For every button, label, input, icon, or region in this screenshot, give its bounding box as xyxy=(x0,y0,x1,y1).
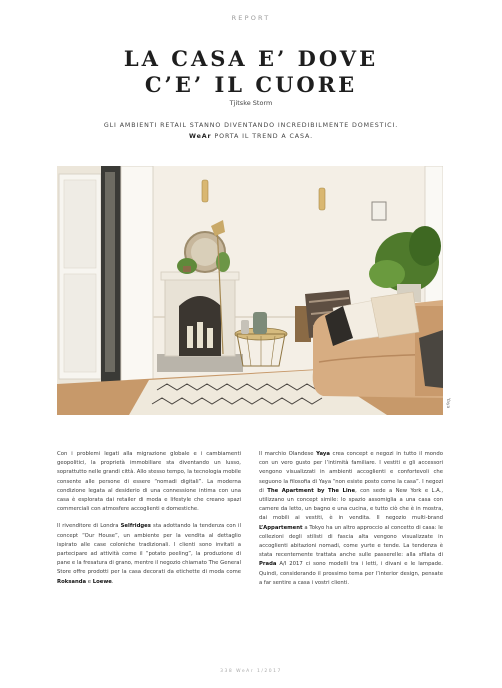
photo-credit: Yaya xyxy=(445,398,450,409)
headline xyxy=(0,46,502,98)
lead-line-2 xyxy=(0,131,502,142)
section-label: REPORT xyxy=(231,14,271,22)
text-run: a Tokyo ha un altro approccio al concetto di casa: le collezioni degli stilisti di fascia alta vengono visualizzate in accoglienti abitazioni nomadi, come yurte e tende. La tendenza è stata recentemente trattata anche sulle passerelle: alla sfilata di xyxy=(259,524,443,559)
body-column-left xyxy=(57,450,241,595)
lead-line-1: GLI AMBIENTI RETAIL STANNO DIVENTANDO INCREDIBILMENTE DOMESTICI. xyxy=(103,122,399,129)
brand-selfridges: Selfridges xyxy=(120,523,151,530)
text-run: Il marchio Olandese xyxy=(259,451,317,457)
brand-roksanda: Roksanda xyxy=(57,578,87,585)
text-run: A/I 2017 ci sono modelli tra i letti, i divani e le lampade. Quindi, considerando il prossimo tema per l’interior design, pensate a far sentire a casa i vostri clienti. xyxy=(259,561,443,586)
lead-paragraph xyxy=(0,120,502,142)
right-paragraph-1 xyxy=(259,450,443,588)
text-run: . xyxy=(111,578,114,585)
lead-brand: WeAr xyxy=(188,133,212,140)
text-run: sta adottando la tendenza con il concept “Our House”, un ambiente per la vendita al dettaglio ispirato alle case coloniche tradizionali. I clienti sono invitati a partecipare ad attività come il “potato peeling”, la produzione di pane e la fresatura di grano, mentre il negozio chiamato The General Store offre prodotti per la casa decorati da etichette di moda come xyxy=(57,523,241,576)
text-run: crea concept e negozi in tutto il mondo con un vero gusto per l’intimità familiare. I vestiti e gli accessori vengono visualizzati in ambienti accoglienti e confortevoli che seguono la filosofia di Yaya “non esiste posto come la casa”. I negozi di xyxy=(259,451,443,494)
brand-prada: Prada xyxy=(259,561,277,568)
text-run: e xyxy=(86,578,93,585)
interior-photo xyxy=(57,166,443,415)
brand-lappartement: L’Appartement xyxy=(259,524,303,531)
headline-line-2: C’E’ IL CUORE xyxy=(144,72,358,97)
brand-the-apartment: The Apartment by The Line xyxy=(267,487,356,494)
body-column-right xyxy=(259,450,443,596)
text-run: , con sede a New York e L.A., utilizzano un concept simile: lo spazio assomiglia a una casa con camere da letto, un bagno e una cucina, e tutto ciò che è in mostra, dai mobili ai vestiti, è in vendita. Il negozio multi-brand xyxy=(259,487,444,522)
author-byline: Tjitske Storm xyxy=(229,99,273,107)
text-run: Il rivenditore di Londra xyxy=(57,523,121,530)
page-folio: 338 WeAr 1/2017 xyxy=(220,669,282,674)
left-paragraph-1: Con i problemi legati alla migrazione globale e i cambiamenti geopolitici, la proprietà immobiliare sta diventando un lusso, soprattutto nelle grandi città. Allo stesso tempo, la tecnologia mobile consente alle persone di essere “nomadi digitali”. La moderna condizione legata al desiderio di una connessione intima con una casa è esplorata dai retailer di moda e lifestyle che creano spazi commerciali con atmosfere accoglienti e domestiche. xyxy=(57,451,241,513)
lead-line-2-rest: PORTA IL TREND A CASA. xyxy=(211,133,314,140)
left-paragraph-2 xyxy=(57,522,241,586)
headline-line-1: LA CASA E’ DOVE xyxy=(123,46,379,71)
brand-loewe: Loewe xyxy=(92,578,112,585)
interior-illustration xyxy=(57,166,443,415)
brand-yaya: Yaya xyxy=(316,451,330,457)
